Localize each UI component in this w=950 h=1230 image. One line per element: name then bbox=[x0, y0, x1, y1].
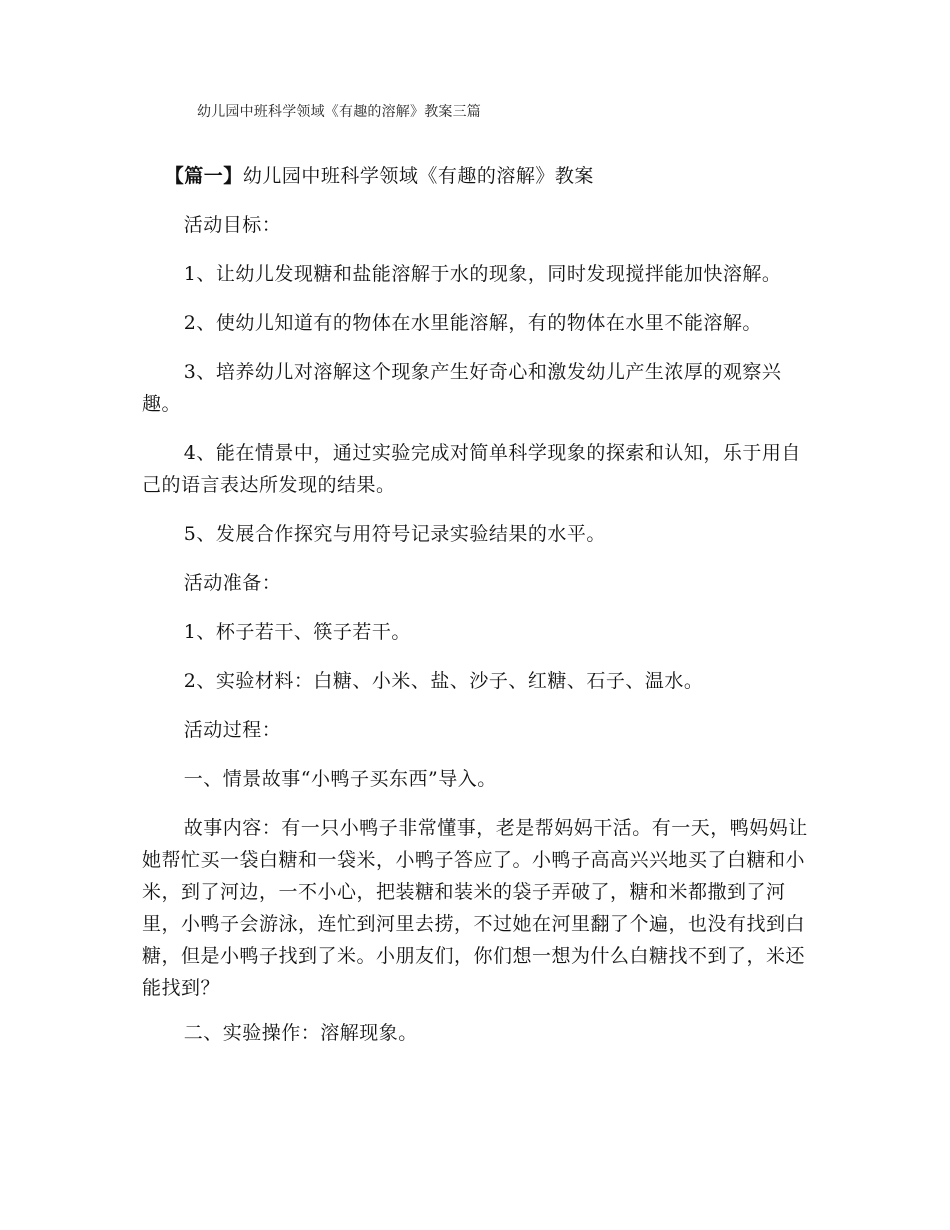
preparation-item-1: 1、杯子若干、筷子若干。 bbox=[183, 621, 411, 643]
goal-item-5: 5、发展合作探究与用符号记录实验结果的水平。 bbox=[183, 523, 606, 545]
goal-item-2: 2、使幼儿知道有的物体在水里能溶解，有的物体在水里不能溶解。 bbox=[183, 312, 762, 334]
goals-heading: 活动目标： bbox=[183, 214, 282, 236]
process-heading: 活动过程： bbox=[183, 719, 282, 741]
section-title-text: 幼儿园中班科学领域《有趣的溶解》教案 bbox=[242, 165, 594, 187]
preparation-heading: 活动准备： bbox=[183, 572, 282, 594]
process-step-2: 二、实验操作：溶解现象。 bbox=[183, 1022, 418, 1044]
preparation-item-2: 2、实验材料：白糖、小米、盐、沙子、红糖、石子、温水。 bbox=[183, 670, 704, 692]
section-title bbox=[142, 160, 814, 192]
goal-item-4: 4、能在情景中，通过实验完成对简单科学现象的探索和认知，乐于用自己的语言表达所发现的结果。 bbox=[142, 442, 801, 496]
process-step-1: 一、情景故事“小鸭子买东西”导入。 bbox=[183, 768, 497, 790]
goal-item-3: 3、培养幼儿对溶解这个现象产生好奇心和激发幼儿产生浓厚的观察兴趣。 bbox=[142, 361, 782, 415]
document-body bbox=[142, 160, 814, 1066]
section-title-bracket: 【篇一】 bbox=[164, 165, 243, 187]
story-paragraph: 故事内容：有一只小鸭子非常懂事，老是帮妈妈干活。有一天，鸭妈妈让她帮忙买一袋白糖和一袋米，小鸭子答应了。小鸭子高高兴兴地买了白糖和小米，到了河边，一不小心，把装糖和装米的袋子弄破了，糖和米都撒到了河里，小鸭子会游泳，连忙到河里去捞，不过她在河里翻了个遍，也没有找到白糖，但是小鸭子找到了米。小朋友们，你们想一想为什么白糖找不到了，米还能找到？ bbox=[142, 817, 808, 999]
document-header-title: 幼儿园中班科学领域《有趣的溶解》教案三篇 bbox=[197, 104, 481, 120]
goal-item-1: 1、让幼儿发现糖和盐能溶解于水的现象，同时发现搅拌能加快溶解。 bbox=[183, 263, 782, 285]
